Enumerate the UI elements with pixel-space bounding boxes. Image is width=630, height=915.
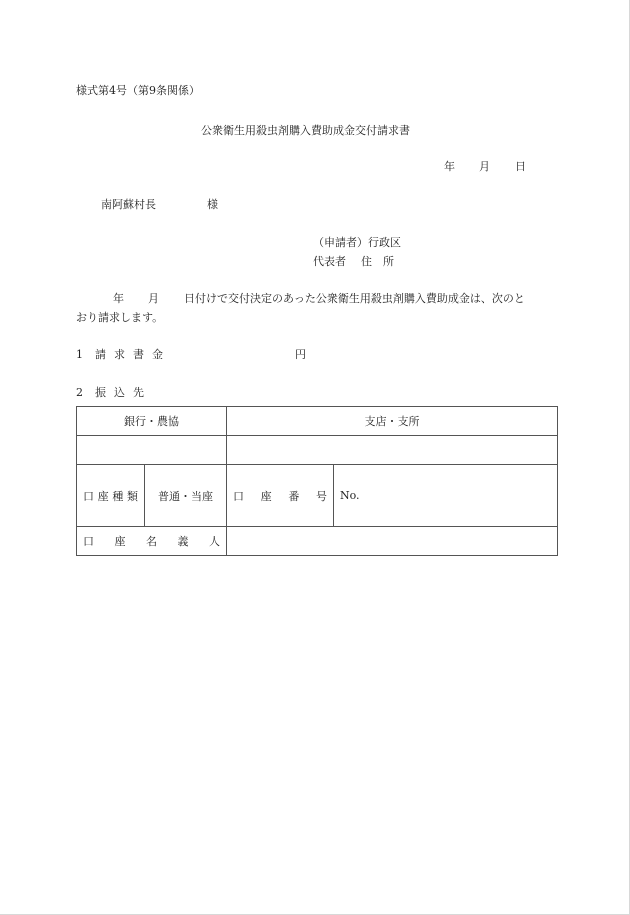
date-month: 月 [479, 160, 490, 173]
form-number: 様式第4号（第9条関係） [76, 84, 200, 97]
date-day: 日 [515, 160, 526, 173]
body-line1: 日付けで交付決定のあった公衆衛生用殺虫剤購入費助成金は、次のと [184, 292, 525, 305]
branch-header: 支店・支所 [227, 407, 558, 436]
document-title: 公衆衛生用殺虫剤購入費助成金交付請求書 [201, 124, 410, 137]
bank-header: 銀行・農協 [77, 407, 227, 436]
account-type-label: 口 座 種 類 [77, 465, 145, 527]
account-type-value[interactable]: 普通・当座 [145, 465, 227, 527]
bank-name-field[interactable] [77, 436, 227, 465]
account-holder-label: 口 座 名 義 人 [77, 527, 227, 556]
account-number-prefix: No. [340, 489, 360, 502]
applicant-address-label: 住 所 [361, 255, 394, 268]
branch-name-field[interactable] [227, 436, 558, 465]
account-holder-field[interactable] [227, 527, 558, 556]
applicant-representative-label: 代表者 [313, 255, 346, 268]
applicant-district-label: （申請者）行政区 [313, 236, 401, 249]
body-line2: おり請求します。 [76, 311, 164, 324]
account-number-label: 口 座 番 号 [227, 465, 334, 527]
bank-transfer-table [76, 406, 558, 556]
date-year: 年 [444, 160, 455, 173]
item2-number: 2 [76, 386, 83, 399]
addressee-honorific: 様 [207, 198, 218, 211]
item1-unit: 円 [295, 348, 306, 361]
body-month: 月 [148, 292, 159, 305]
body-year: 年 [113, 292, 124, 305]
item2-label: 振込先 [95, 386, 152, 399]
item1-label: 請求書金 [95, 348, 171, 361]
account-number-field[interactable] [334, 465, 558, 527]
item1-number: 1 [76, 348, 83, 361]
addressee-name: 南阿蘇村長 [101, 198, 156, 211]
